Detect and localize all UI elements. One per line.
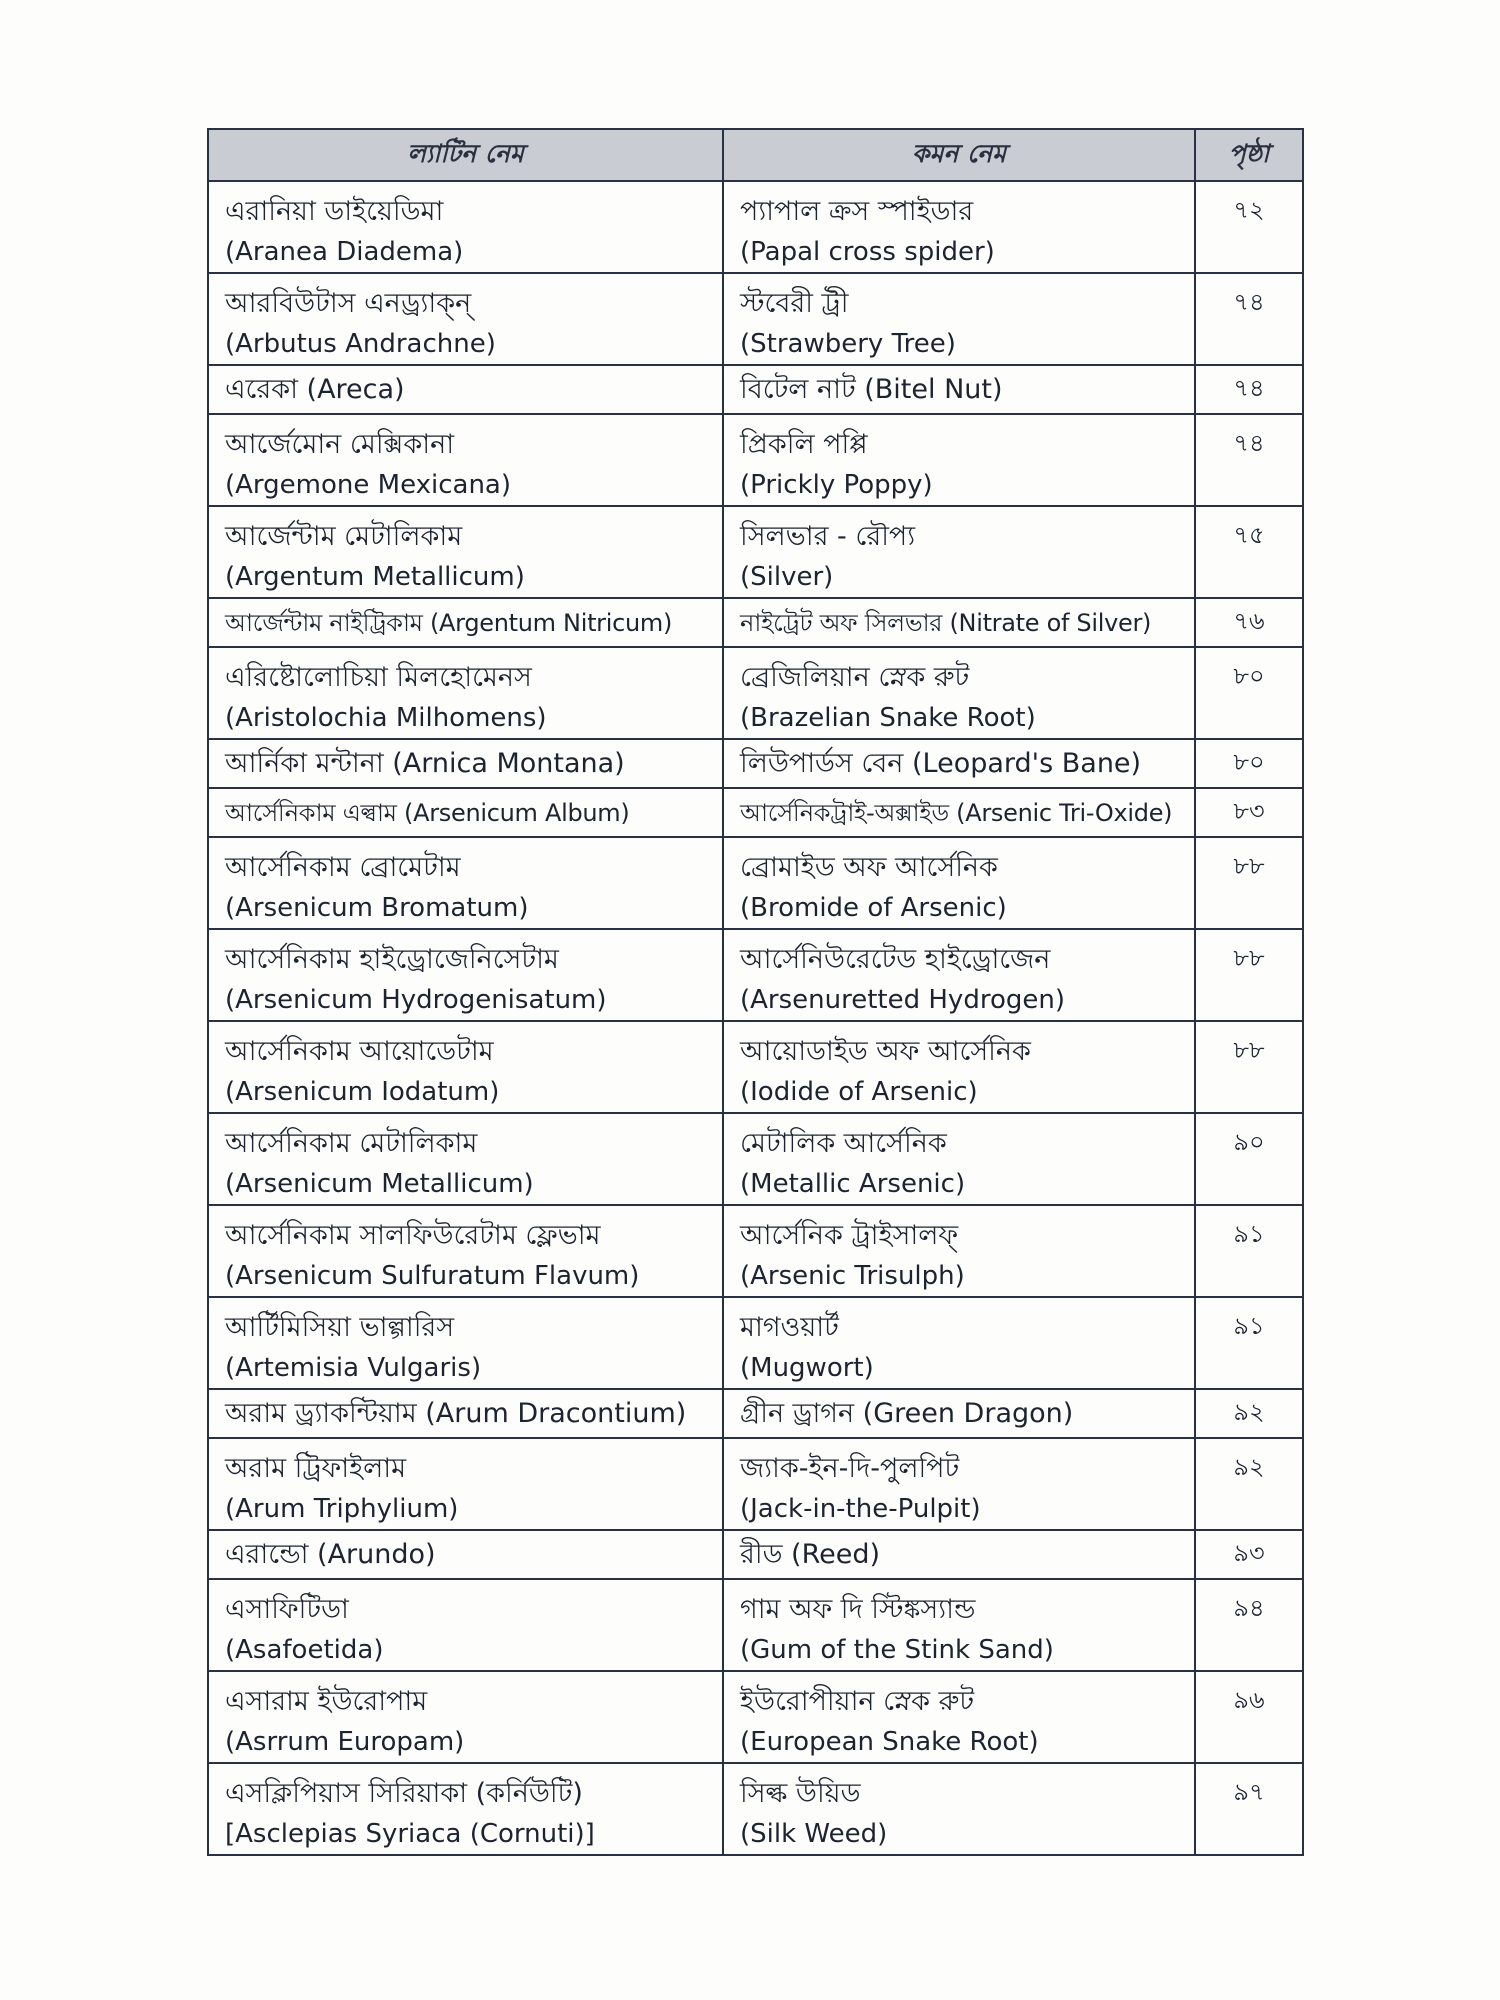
page-number-cell bbox=[1195, 837, 1303, 929]
latin-name-bengali: আর্সেনিকাম হাইড্রোজেনিসেটাম bbox=[225, 944, 559, 975]
common-name-bengali: রীড (Reed) bbox=[740, 1539, 881, 1570]
page-number: ৮০ bbox=[1233, 748, 1265, 776]
common-name-cell bbox=[723, 181, 1195, 273]
table-row bbox=[208, 365, 1303, 414]
page-number-cell bbox=[1195, 1671, 1303, 1763]
latin-name-cell bbox=[208, 1389, 723, 1438]
latin-name-cell bbox=[208, 598, 723, 647]
table-body bbox=[208, 181, 1303, 1855]
latin-name-bengali: এরান্ডো (Arundo) bbox=[225, 1539, 436, 1570]
common-name-bengali: ইউরোপীয়ান স্নেক রুট bbox=[740, 1686, 975, 1717]
latin-name-english: (Aristolochia Milhomens) bbox=[225, 703, 547, 733]
latin-name-cell bbox=[208, 506, 723, 598]
page-number: ৭৪ bbox=[1233, 374, 1265, 402]
page-number-cell bbox=[1195, 929, 1303, 1021]
page-number: ৭২ bbox=[1233, 196, 1265, 224]
common-name-bengali: আয়োডাইড অফ আর্সেনিক bbox=[740, 1036, 1031, 1067]
latin-name-bengali: এরিষ্টোলোচিয়া মিলহোমেনস bbox=[225, 662, 532, 693]
latin-name-cell bbox=[208, 1438, 723, 1530]
common-name-cell bbox=[723, 273, 1195, 365]
page-number: ৯০ bbox=[1233, 1128, 1265, 1156]
table-row bbox=[208, 1530, 1303, 1579]
page-number-cell bbox=[1195, 181, 1303, 273]
page-number-cell bbox=[1195, 598, 1303, 647]
common-name-english: (Strawbery Tree) bbox=[740, 329, 956, 359]
common-name-cell bbox=[723, 1021, 1195, 1113]
common-name-bengali: সিল্ক উয়িড bbox=[740, 1778, 861, 1809]
common-name-cell bbox=[723, 1389, 1195, 1438]
common-name-bengali: বিটেল নাট (Bitel Nut) bbox=[740, 374, 1003, 405]
page-number: ৯২ bbox=[1233, 1398, 1265, 1426]
page-number-cell bbox=[1195, 1205, 1303, 1297]
common-name-bengali: প্রিকলি পপ্পি bbox=[740, 429, 868, 460]
latin-name-cell bbox=[208, 1113, 723, 1205]
common-name-cell bbox=[723, 1438, 1195, 1530]
latin-name-bengali: আর্নিকা মন্টানা (Arnica Montana) bbox=[225, 748, 625, 779]
common-name-english: (Arsenuretted Hydrogen) bbox=[740, 985, 1065, 1015]
common-name-cell bbox=[723, 1530, 1195, 1579]
table-row bbox=[208, 1438, 1303, 1530]
page-number-cell bbox=[1195, 647, 1303, 739]
page-number: ৯১ bbox=[1233, 1220, 1265, 1248]
page-number: ৭৪ bbox=[1233, 429, 1265, 457]
table-row bbox=[208, 506, 1303, 598]
common-name-english: (Iodide of Arsenic) bbox=[740, 1077, 978, 1107]
table-row bbox=[208, 1021, 1303, 1113]
common-name-bengali: আর্সেনিক ট্রাইসালফ্ bbox=[740, 1220, 958, 1251]
page-number-cell bbox=[1195, 1530, 1303, 1579]
latin-name-bengali: এসক্লিপিয়াস সিরিয়াকা (কর্নিউটি) bbox=[225, 1778, 583, 1809]
latin-name-bengali: অরাম ট্রিফাইলাম bbox=[225, 1453, 407, 1484]
common-name-english: (European Snake Root) bbox=[740, 1727, 1039, 1757]
page-number: ৯৭ bbox=[1233, 1778, 1265, 1806]
latin-name-cell bbox=[208, 1530, 723, 1579]
common-name-english: (Jack-in-the-Pulpit) bbox=[740, 1494, 981, 1524]
latin-name-bengali: এসাফিটিডা bbox=[225, 1594, 349, 1625]
common-name-cell bbox=[723, 788, 1195, 837]
common-name-bengali: মেটালিক আর্সেনিক bbox=[740, 1128, 947, 1159]
header-page: পৃষ্ঠা bbox=[1195, 129, 1303, 181]
page-number-cell bbox=[1195, 1763, 1303, 1855]
common-name-english: (Mugwort) bbox=[740, 1353, 874, 1383]
latin-name-cell bbox=[208, 181, 723, 273]
common-name-english: (Papal cross spider) bbox=[740, 237, 995, 267]
page-number: ৮৮ bbox=[1233, 1036, 1265, 1064]
latin-name-bengali: এরানিয়া ডাইয়েডিমা bbox=[225, 196, 444, 227]
common-name-bengali: মাগওয়ার্ট bbox=[740, 1312, 839, 1343]
latin-name-english: (Argentum Metallicum) bbox=[225, 562, 525, 592]
common-name-cell bbox=[723, 929, 1195, 1021]
latin-name-cell bbox=[208, 1579, 723, 1671]
page-number-cell bbox=[1195, 1438, 1303, 1530]
page-number-cell bbox=[1195, 739, 1303, 788]
common-name-cell bbox=[723, 1297, 1195, 1389]
latin-name-cell bbox=[208, 365, 723, 414]
table-row bbox=[208, 598, 1303, 647]
page-number-cell bbox=[1195, 1297, 1303, 1389]
latin-name-bengali: আর্জেন্টাম নাইট্রিকাম (Argentum Nitricum) bbox=[225, 609, 673, 637]
page-number: ৮৩ bbox=[1233, 797, 1265, 825]
common-name-cell bbox=[723, 1205, 1195, 1297]
common-name-bengali: গ্রীন ড্রাগন (Green Dragon) bbox=[740, 1398, 1074, 1429]
common-name-cell bbox=[723, 647, 1195, 739]
common-name-cell bbox=[723, 1763, 1195, 1855]
table-row bbox=[208, 273, 1303, 365]
latin-name-english: (Arsenicum Metallicum) bbox=[225, 1169, 534, 1199]
page-number: ৭৫ bbox=[1233, 521, 1265, 549]
latin-name-bengali: আর্সেনিকাম এল্বাম (Arsenicum Album) bbox=[225, 799, 630, 827]
table-header-row bbox=[208, 129, 1303, 181]
latin-name-english: (Arsenicum Iodatum) bbox=[225, 1077, 500, 1107]
page-number: ৯২ bbox=[1233, 1453, 1265, 1481]
common-name-english: (Prickly Poppy) bbox=[740, 470, 933, 500]
page-number: ৮৮ bbox=[1233, 852, 1265, 880]
common-name-bengali: জ্যাক-ইন-দি-পুলপিট bbox=[740, 1453, 960, 1484]
common-name-english: (Metallic Arsenic) bbox=[740, 1169, 966, 1199]
table-row bbox=[208, 1763, 1303, 1855]
table-row bbox=[208, 1297, 1303, 1389]
latin-name-cell bbox=[208, 1297, 723, 1389]
common-name-cell bbox=[723, 598, 1195, 647]
table-row bbox=[208, 837, 1303, 929]
table-row bbox=[208, 1113, 1303, 1205]
table-row bbox=[208, 1579, 1303, 1671]
latin-name-bengali: আর্সেনিকাম ব্রোমেটাম bbox=[225, 852, 461, 883]
latin-name-cell bbox=[208, 647, 723, 739]
common-name-cell bbox=[723, 837, 1195, 929]
table-row bbox=[208, 1389, 1303, 1438]
page-number-cell bbox=[1195, 414, 1303, 506]
latin-name-bengali: আরবিউটাস এনড্র্যাক্ন্ bbox=[225, 288, 472, 319]
page-number: ৯৪ bbox=[1233, 1594, 1265, 1622]
common-name-bengali: আর্সেনিকট্রাই-অক্সাইড (Arsenic Tri-Oxide) bbox=[740, 799, 1173, 827]
latin-name-bengali: আর্জেন্টাম মেটালিকাম bbox=[225, 521, 463, 552]
common-name-bengali: ব্রেজিলিয়ান স্নেক রুট bbox=[740, 662, 970, 693]
latin-name-bengali: অরাম ড্র্যাকন্টিয়াম (Arum Dracontium) bbox=[225, 1398, 687, 1429]
page-number-cell bbox=[1195, 1113, 1303, 1205]
common-name-english: (Gum of the Stink Sand) bbox=[740, 1635, 1054, 1665]
page-number-cell bbox=[1195, 1021, 1303, 1113]
latin-name-cell bbox=[208, 1671, 723, 1763]
latin-name-cell bbox=[208, 414, 723, 506]
table-row bbox=[208, 929, 1303, 1021]
page-number: ৮০ bbox=[1233, 662, 1265, 690]
latin-name-english: (Asrrum Europam) bbox=[225, 1727, 465, 1757]
latin-name-bengali: এসারাম ইউরোপাম bbox=[225, 1686, 428, 1717]
latin-name-cell bbox=[208, 273, 723, 365]
latin-name-english: (Arbutus Andrachne) bbox=[225, 329, 496, 359]
common-name-bengali: ব্রোমাইড অফ আর্সেনিক bbox=[740, 852, 998, 883]
common-name-english: (Silver) bbox=[740, 562, 834, 592]
latin-name-bengali: এরেকা (Areca) bbox=[225, 374, 405, 405]
latin-name-cell bbox=[208, 788, 723, 837]
common-name-bengali: লিউপার্ডস বেন (Leopard's Bane) bbox=[740, 748, 1142, 779]
header-latin-name: ল্যাটিন নেম bbox=[208, 129, 723, 181]
common-name-bengali: সিলভার - রৌপ্য bbox=[740, 521, 916, 552]
common-name-english: (Silk Weed) bbox=[740, 1819, 888, 1849]
header-common-name: কমন নেম bbox=[723, 129, 1195, 181]
plant-name-table bbox=[207, 128, 1304, 1856]
page-number-cell bbox=[1195, 273, 1303, 365]
latin-name-bengali: আর্সেনিকাম সালফিউরেটাম ফ্লেভাম bbox=[225, 1220, 601, 1251]
common-name-bengali: গাম অফ দি স্টিঙ্কস্যান্ড bbox=[740, 1594, 976, 1625]
common-name-cell bbox=[723, 414, 1195, 506]
table-row bbox=[208, 739, 1303, 788]
latin-name-cell bbox=[208, 837, 723, 929]
common-name-bengali: আর্সেনিউরেটেড হাইড্রোজেন bbox=[740, 944, 1051, 975]
latin-name-english: [Asclepias Syriaca (Cornuti)] bbox=[225, 1819, 595, 1849]
table-row bbox=[208, 647, 1303, 739]
page-number-cell bbox=[1195, 506, 1303, 598]
latin-name-english: (Arsenicum Bromatum) bbox=[225, 893, 529, 923]
common-name-bengali: প্যাপাল ক্রস স্পাইডার bbox=[740, 196, 974, 227]
latin-name-bengali: আর্সেনিকাম আয়োডেটাম bbox=[225, 1036, 494, 1067]
latin-name-english: (Artemisia Vulgaris) bbox=[225, 1353, 482, 1383]
common-name-cell bbox=[723, 739, 1195, 788]
latin-name-bengali: আর্সেনিকাম মেটালিকাম bbox=[225, 1128, 478, 1159]
page-number-cell bbox=[1195, 788, 1303, 837]
latin-name-bengali: আর্টিমিসিয়া ভাল্গারিস bbox=[225, 1312, 455, 1343]
latin-name-english: (Arsenicum Sulfuratum Flavum) bbox=[225, 1261, 640, 1291]
latin-name-bengali: আর্জেমোন মেক্সিকানা bbox=[225, 429, 455, 460]
latin-name-cell bbox=[208, 929, 723, 1021]
page-number-cell bbox=[1195, 1579, 1303, 1671]
common-name-english: (Arsenic Trisulph) bbox=[740, 1261, 965, 1291]
common-name-cell bbox=[723, 506, 1195, 598]
table-row bbox=[208, 1671, 1303, 1763]
page-number: ৭৪ bbox=[1233, 288, 1265, 316]
page-number: ৯৩ bbox=[1233, 1539, 1265, 1567]
common-name-cell bbox=[723, 1113, 1195, 1205]
page-number: ৯৬ bbox=[1233, 1686, 1265, 1714]
latin-name-english: (Argemone Mexicana) bbox=[225, 470, 511, 500]
common-name-cell bbox=[723, 1579, 1195, 1671]
latin-name-cell bbox=[208, 739, 723, 788]
page-number-cell bbox=[1195, 1389, 1303, 1438]
latin-name-english: (Arum Triphylium) bbox=[225, 1494, 459, 1524]
table-row bbox=[208, 1205, 1303, 1297]
page-number: ৯১ bbox=[1233, 1312, 1265, 1340]
common-name-cell bbox=[723, 365, 1195, 414]
page-number-cell bbox=[1195, 365, 1303, 414]
table-row bbox=[208, 181, 1303, 273]
common-name-bengali: নাইট্রেট অফ সিলভার (Nitrate of Silver) bbox=[740, 609, 1152, 637]
latin-name-english: (Aranea Diadema) bbox=[225, 237, 464, 267]
latin-name-cell bbox=[208, 1021, 723, 1113]
common-name-cell bbox=[723, 1671, 1195, 1763]
page-number: ৮৮ bbox=[1233, 944, 1265, 972]
common-name-english: (Brazelian Snake Root) bbox=[740, 703, 1036, 733]
latin-name-cell bbox=[208, 1205, 723, 1297]
table-row bbox=[208, 414, 1303, 506]
latin-name-english: (Arsenicum Hydrogenisatum) bbox=[225, 985, 607, 1015]
page-number: ৭৬ bbox=[1233, 607, 1265, 635]
latin-name-english: (Asafoetida) bbox=[225, 1635, 384, 1665]
common-name-english: (Bromide of Arsenic) bbox=[740, 893, 1007, 923]
common-name-bengali: স্টবেরী ট্রী bbox=[740, 288, 849, 319]
table-row bbox=[208, 788, 1303, 837]
latin-name-cell bbox=[208, 1763, 723, 1855]
